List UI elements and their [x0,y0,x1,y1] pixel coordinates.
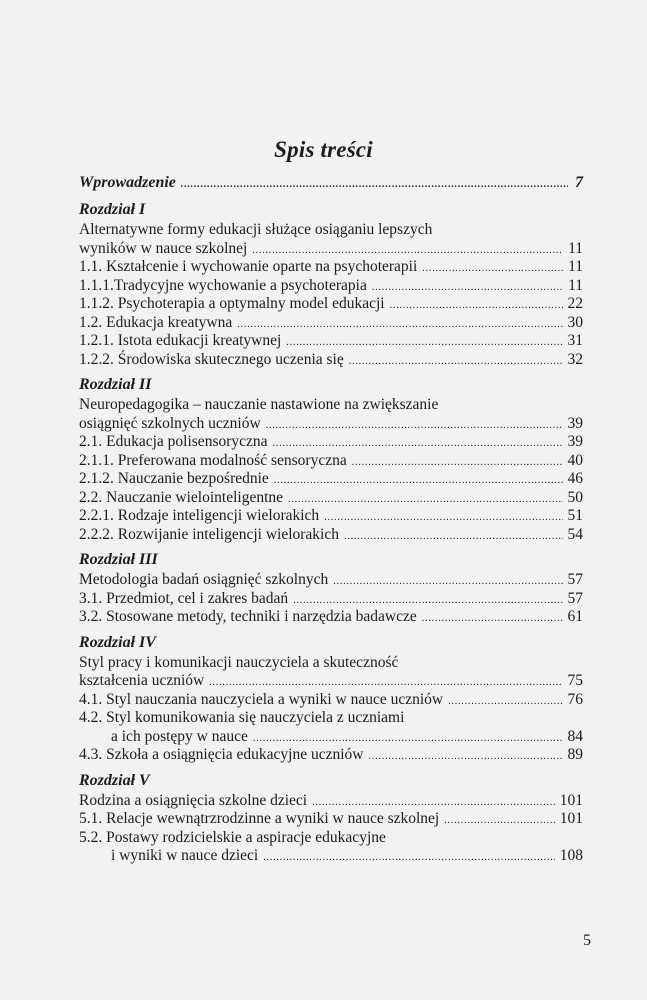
toc-entry-page: 101 [559,810,583,827]
toc-entry-page: 11 [568,239,583,257]
table-of-contents [79,172,583,866]
toc-entry [79,258,583,277]
leader-dots [369,748,563,767]
toc-entry [79,728,583,747]
toc-entry-label: 2.2. Nauczanie wielointeligentne [79,488,284,506]
toc-entry-label: Metodologia badań osiągnięć szkolnych [79,571,329,588]
toc-entry [79,295,583,314]
toc-entry [79,672,583,691]
toc-entry [79,351,583,370]
leader-dots [344,528,563,547]
leader-dots [263,849,555,868]
toc-entry-page: 32 [567,350,583,368]
toc-entry-page: 39 [567,433,583,450]
chapter-heading: Rozdział II [79,376,152,393]
toc-entry-label: 2.2.2. Rozwijanie inteligencji wielorakich [79,525,339,543]
toc-entry [79,829,583,848]
toc-entry-page: 76 [567,690,583,708]
toc-entry-label: Rodzina a osiągnięcia szkolne dzieci [79,791,308,809]
leader-dots [274,472,563,491]
toc-entry-label: 5.2. Postawy rodzicielskie a aspiracje edukacyjne [79,828,386,846]
toc-entry-label: 3.1. Przedmiot, cel i zakres badań [79,589,289,607]
toc-entry-label: Styl pracy i komunikacji nauczyciela a skuteczność [79,653,399,671]
toc-entry-label: 4.3. Szkoła a osiągnięcia edukacyjne uczniów [79,746,364,763]
leader-dots [288,491,562,510]
toc-entry-page: 108 [559,847,583,864]
toc-entry [79,691,583,710]
leader-dots [333,573,562,592]
toc-entry [79,810,583,829]
toc-entry-label: 2.1.1. Preferowana modalność sensoryczna [79,451,347,469]
toc-entry-page: 40 [567,451,583,469]
toc-entry-page: 7 [575,174,583,191]
chapter-heading: Rozdział I [79,201,146,218]
toc-entry [79,590,583,609]
toc-entry-label: a ich postępy w nauce [111,727,248,745]
toc-entry-label: 5.1. Relacje wewnątrzrodzinne a wyniki w nauce szkolnej [79,810,440,827]
toc-entry [79,415,583,434]
leader-dots [352,454,563,473]
leader-dots [372,279,563,298]
toc-entry-page: 11 [568,276,583,294]
chapter-heading: Rozdział V [79,771,150,789]
toc-entry-label: 2.1.2. Nauczanie bezpośrednie [79,470,269,487]
leader-dots [181,174,568,196]
toc-entry [79,526,583,545]
toc-entry-page: 54 [567,525,583,543]
toc-entry-page: 101 [559,791,583,809]
toc-entry [79,332,583,351]
toc-entry [79,507,583,526]
toc-entry-label: 1.2. Edukacja kreatywna [79,313,233,331]
toc-entry-label: 1.1.2. Psychoterapia a optymalny model edukacji [79,295,385,312]
leader-dots [237,316,562,335]
toc-entry [79,608,583,627]
toc-entry-page: 31 [567,332,583,349]
toc-entry-label: Neuropedagogika – nauczanie nastawione na zwiększanie [79,396,439,413]
toc-entry-label: Wprowadzenie [79,174,176,191]
page-title: Spis treści [274,137,373,162]
chapter-heading: Rozdział III [79,551,158,568]
chapter-heading: Rozdział IV [79,633,156,651]
toc-entry-label: 1.1.1.Tradycyjne wychowanie a psychoterapia [79,276,367,294]
toc-entry [79,489,583,508]
toc-entry-page: 51 [567,507,583,524]
toc-entry [79,277,583,296]
toc-entry [79,746,583,765]
toc-entry-label: 3.2. Stosowane metody, techniki i narzędzia badawcze [79,608,417,625]
toc-entry-label: 2.2.1. Rodzaje inteligencji wielorakich [79,507,320,524]
leader-dots [422,610,563,629]
toc-entry-page: 75 [567,672,583,689]
toc-entry-label: osiągnięć szkolnych uczniów [79,414,261,432]
toc-entry-page: 11 [568,258,583,275]
chapter-list [79,199,583,866]
leader-dots [390,297,563,316]
toc-entry-page: 61 [567,608,583,625]
leader-dots [422,260,563,279]
toc-entry-page: 39 [567,414,583,432]
toc-entry [79,654,583,673]
toc-entry [79,571,583,590]
toc-entry-label: 4.2. Styl komunikowania się nauczyciela z uczniami [79,709,405,726]
toc-entry-page: 46 [567,470,583,487]
toc-entry-label: wyników w nauce szkolnej [79,239,248,257]
toc-entry [79,396,583,415]
toc-entry-page: 89 [567,746,583,763]
page-number: 5 [583,932,591,949]
toc-entry-page: 57 [567,589,583,607]
toc-entry [79,433,583,452]
toc-entry-label: 1.2.2. Środowiska skutecznego uczenia się [79,350,344,368]
leader-dots [266,417,563,436]
leader-dots [349,353,563,372]
leader-dots [448,693,562,712]
toc-entry-page: 84 [567,727,583,745]
toc-entry-label: 4.1. Styl nauczania nauczyciela a wyniki w nauce uczniów [79,690,444,708]
toc-entry [79,221,583,240]
toc-entry-intro [79,172,583,194]
toc-entry-page: 50 [567,488,583,506]
toc-entry-label: 1.1. Kształcenie i wychowanie oparte na psychoterapii [79,258,418,275]
toc-entry-label: 2.1. Edukacja polisensoryczna [79,433,268,450]
toc-entry [79,240,583,259]
toc-entry [79,792,583,811]
toc-entry [79,709,583,728]
toc-entry-page: 22 [567,295,583,312]
toc-entry-page: 30 [567,313,583,331]
toc-entry-page: 57 [567,571,583,588]
toc-entry-label: kształcenia uczniów [79,672,205,689]
leader-dots [444,812,555,831]
toc-entry-label: Alternatywne formy edukacji służące osiąganiu lepszych [79,221,433,238]
toc-entry [79,314,583,333]
toc-entry-label: i wyniki w nauce dzieci [111,847,259,864]
toc-entry-label: 1.2.1. Istota edukacji kreatywnej [79,332,282,349]
toc-entry [79,452,583,471]
toc-entry [79,470,583,489]
leader-dots [324,509,562,528]
toc-entry [79,847,583,866]
